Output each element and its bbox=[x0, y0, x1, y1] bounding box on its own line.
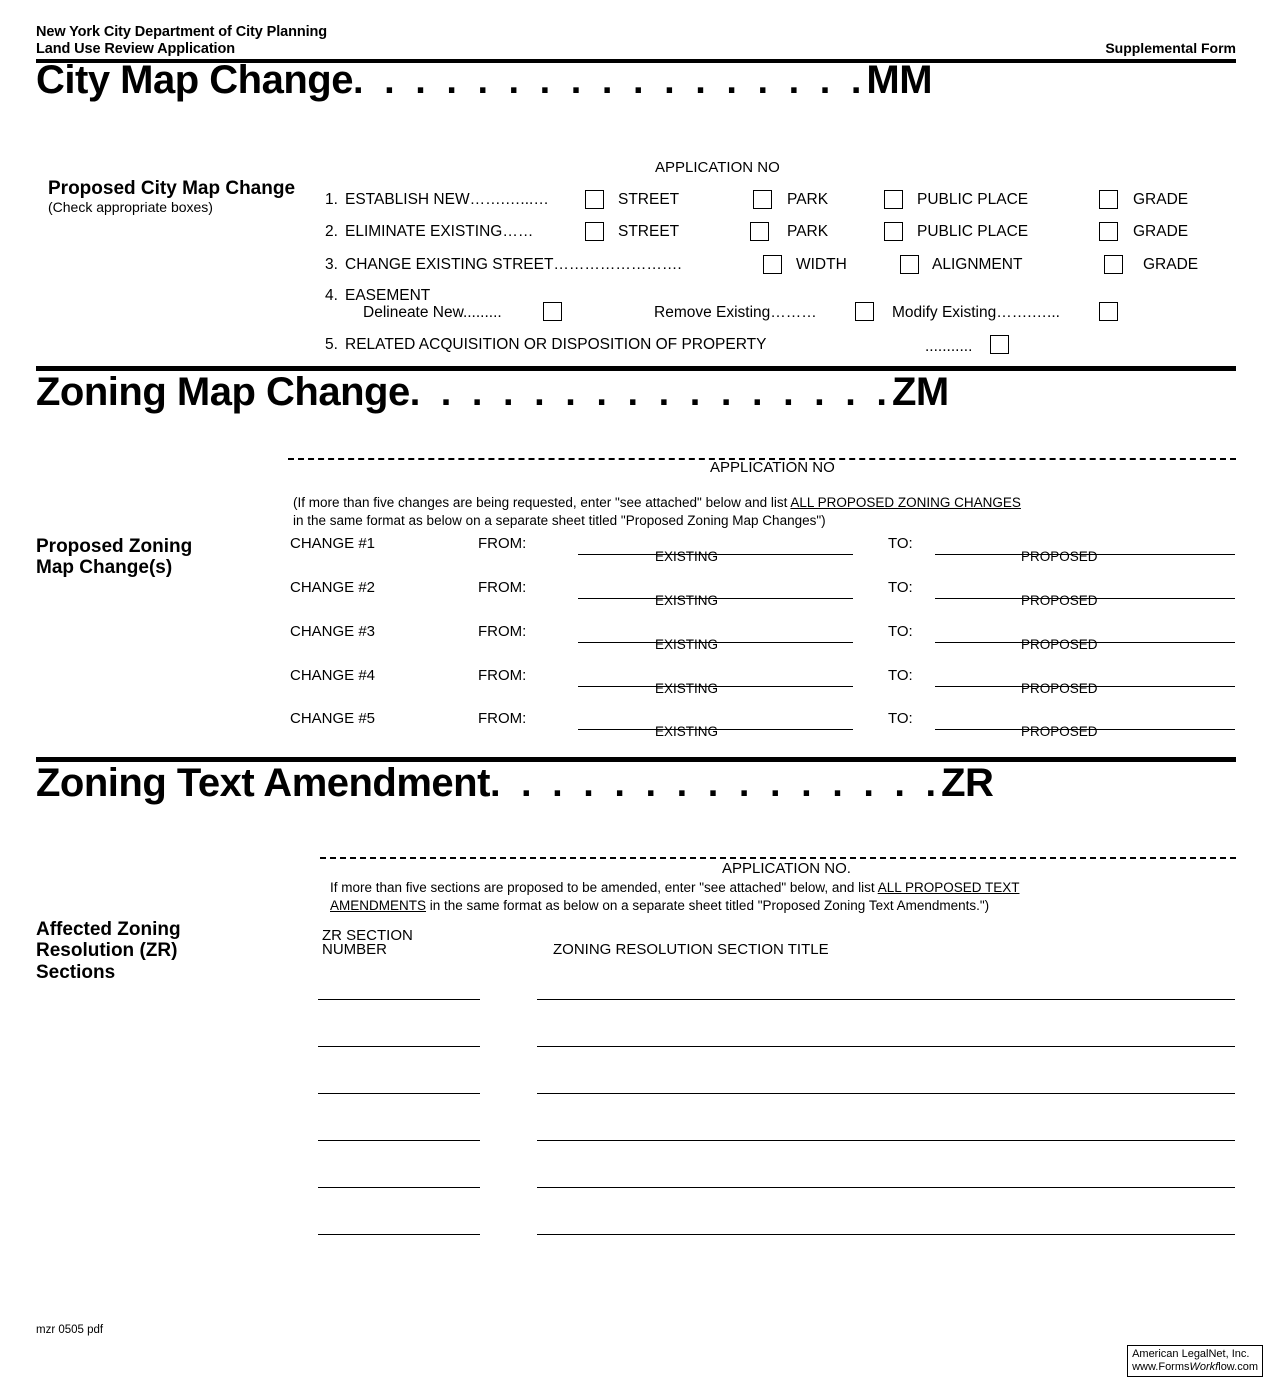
proposed-zoning-map-change-line2: Map Change(s) bbox=[36, 557, 173, 579]
label-easement-delineate-new: Delineate New......... bbox=[363, 304, 502, 321]
checkbox-eliminate-existing-street[interactable] bbox=[585, 222, 604, 241]
affected-zr-line3: Sections bbox=[36, 961, 116, 983]
label-eliminate-existing-park: PARK bbox=[787, 223, 829, 240]
legalnet-website-b: low.com bbox=[1218, 1360, 1258, 1373]
zr-row-2-number-line[interactable] bbox=[318, 1046, 480, 1047]
zr-row-1-title-line[interactable] bbox=[537, 999, 1235, 1000]
label-eliminate-existing-public-place: PUBLIC PLACE bbox=[917, 223, 1029, 240]
section-code-zr: ZR bbox=[941, 761, 994, 805]
legalnet-website-i: Workf bbox=[1189, 1360, 1219, 1373]
checkbox-easement-delineate-new[interactable] bbox=[543, 302, 562, 321]
change-4-from-label: FROM: bbox=[478, 667, 527, 684]
change-5-proposed-caption: PROPOSED bbox=[1021, 724, 1098, 739]
section-code-mm: MM bbox=[866, 58, 933, 102]
change-2-proposed-caption: PROPOSED bbox=[1021, 593, 1098, 608]
row-3-text: CHANGE EXISTING STREET……………………. bbox=[345, 256, 682, 273]
application-no-label-mm: APPLICATION NO bbox=[655, 159, 780, 176]
zr-row-5-title-line[interactable] bbox=[537, 1187, 1235, 1188]
row-4-text: EASEMENT bbox=[345, 287, 431, 304]
zr-instructions-underline-2: AMENDMENTS bbox=[330, 897, 427, 913]
change-2-existing-caption: EXISTING bbox=[655, 593, 719, 608]
change-3-existing-caption: EXISTING bbox=[655, 637, 719, 652]
legalnet-website bbox=[1132, 1361, 1258, 1374]
proposed-city-map-change-title: Proposed City Map Change bbox=[48, 178, 296, 199]
zr-row-3-title-line[interactable] bbox=[537, 1093, 1235, 1094]
zr-instructions-b: in the same format as below on a separate sheet titled "Proposed Zoning Text Amendments.") bbox=[426, 897, 990, 913]
agency-name: New York City Department of City Planning bbox=[36, 24, 328, 40]
checkbox-establish-new-public-place[interactable] bbox=[884, 190, 903, 209]
change-3-from-label: FROM: bbox=[478, 623, 527, 640]
label-eliminate-existing-grade: GRADE bbox=[1133, 223, 1189, 240]
change-2-from-label: FROM: bbox=[478, 579, 527, 596]
checkbox-establish-new-grade[interactable] bbox=[1099, 190, 1118, 209]
section-title-city-map bbox=[36, 58, 932, 103]
label-easement-modify-existing: Modify Existing…….…... bbox=[892, 304, 1060, 321]
change-1-proposed-caption: PROPOSED bbox=[1021, 549, 1098, 564]
row-5-text: RELATED ACQUISITION OR DISPOSITION OF PROPERTY bbox=[345, 336, 767, 353]
section-title-zoning-map-text: Zoning Map Change bbox=[36, 370, 410, 414]
row-5-number: 5. bbox=[325, 336, 338, 353]
checkbox-change-existing-width[interactable] bbox=[763, 255, 782, 274]
checkbox-eliminate-existing-park[interactable] bbox=[750, 222, 769, 241]
label-establish-new-street: STREET bbox=[618, 191, 680, 208]
change-4-to-label: TO: bbox=[888, 667, 913, 684]
row-1-text: ESTABLISH NEW…….…...… bbox=[345, 191, 549, 208]
zr-row-4-number-line[interactable] bbox=[318, 1140, 480, 1141]
zr-row-2-title-line[interactable] bbox=[537, 1046, 1235, 1047]
affected-zr-line2: Resolution (ZR) bbox=[36, 940, 178, 962]
label-eliminate-existing-street: STREET bbox=[618, 223, 680, 240]
zr-col1-header-line2: NUMBER bbox=[322, 941, 388, 958]
affected-zr-sections-label bbox=[36, 919, 286, 983]
form-code: mzr 0505 pdf bbox=[36, 1324, 104, 1336]
label-change-existing-width: WIDTH bbox=[796, 256, 847, 273]
row-4-number: 4. bbox=[325, 287, 338, 304]
proposed-zoning-map-change-label bbox=[36, 536, 286, 579]
label-establish-new-public-place: PUBLIC PLACE bbox=[917, 191, 1029, 208]
section-title-zoning-text-text: Zoning Text Amendment bbox=[36, 761, 490, 805]
proposed-city-map-change-label bbox=[48, 178, 298, 216]
row-5-dots: ........... bbox=[925, 338, 973, 355]
section-title-zoning-map bbox=[36, 370, 949, 415]
proposed-city-map-change-hint: (Check appropriate boxes) bbox=[48, 199, 213, 216]
change-1-label: CHANGE #1 bbox=[290, 535, 376, 552]
title-dots-zm: . . . . . . . . . . . . . . . . bbox=[409, 372, 892, 414]
checkbox-eliminate-existing-grade[interactable] bbox=[1099, 222, 1118, 241]
checkbox-eliminate-existing-public-place[interactable] bbox=[884, 222, 903, 241]
zm-instructions bbox=[293, 494, 1223, 529]
label-establish-new-grade: GRADE bbox=[1133, 191, 1189, 208]
change-5-from-label: FROM: bbox=[478, 710, 527, 727]
section-title-zoning-text bbox=[36, 761, 993, 806]
row-1-number: 1. bbox=[325, 191, 338, 208]
legalnet-stamp bbox=[1127, 1345, 1263, 1377]
dashed-rule-zr bbox=[320, 857, 1236, 859]
label-change-existing-alignment: ALIGNMENT bbox=[932, 256, 1023, 273]
label-easement-remove-existing: Remove Existing……… bbox=[654, 304, 817, 321]
zr-instructions bbox=[330, 879, 1230, 914]
zm-instructions-underline: ALL PROPOSED ZONING CHANGES bbox=[790, 495, 1021, 510]
change-5-existing-caption: EXISTING bbox=[655, 724, 719, 739]
section-title-city-map-text: City Map Change bbox=[36, 58, 353, 102]
change-5-label: CHANGE #5 bbox=[290, 710, 376, 727]
checkbox-related-acquisition-disposition[interactable] bbox=[990, 335, 1009, 354]
application-name: Land Use Review Application bbox=[36, 41, 235, 57]
section-code-zm: ZM bbox=[891, 370, 949, 414]
title-dots-mm: . . . . . . . . . . . . . . . . . bbox=[352, 60, 867, 102]
change-5-to-label: TO: bbox=[888, 710, 913, 727]
change-1-to-label: TO: bbox=[888, 535, 913, 552]
change-4-label: CHANGE #4 bbox=[290, 667, 376, 684]
zr-row-1-number-line[interactable] bbox=[318, 999, 480, 1000]
application-no-label-zm: APPLICATION NO bbox=[710, 459, 835, 476]
checkbox-change-existing-alignment[interactable] bbox=[900, 255, 919, 274]
checkbox-easement-remove-existing[interactable] bbox=[855, 302, 874, 321]
zr-col2-header: ZONING RESOLUTION SECTION TITLE bbox=[553, 941, 829, 958]
checkbox-easement-modify-existing[interactable] bbox=[1099, 302, 1118, 321]
row-3-number: 3. bbox=[325, 256, 338, 273]
zr-col1-header-line1: ZR SECTION bbox=[322, 927, 413, 944]
zr-row-6-title-line[interactable] bbox=[537, 1234, 1235, 1235]
checkbox-establish-new-street[interactable] bbox=[585, 190, 604, 209]
zr-row-5-number-line[interactable] bbox=[318, 1187, 480, 1188]
change-3-to-label: TO: bbox=[888, 623, 913, 640]
zr-instructions-a: If more than five sections are proposed to be amended, enter "see attached" below, and list bbox=[330, 880, 878, 895]
label-establish-new-park: PARK bbox=[787, 191, 829, 208]
label-change-existing-grade: GRADE bbox=[1143, 256, 1199, 273]
change-2-to-label: TO: bbox=[888, 579, 913, 596]
change-4-proposed-caption: PROPOSED bbox=[1021, 681, 1098, 696]
proposed-zoning-map-change-line1: Proposed Zoning bbox=[36, 536, 193, 557]
legalnet-company: American LegalNet, Inc. bbox=[1132, 1348, 1250, 1360]
row-2-text: ELIMINATE EXISTING…… bbox=[345, 223, 534, 240]
change-2-label: CHANGE #2 bbox=[290, 579, 376, 596]
change-3-proposed-caption: PROPOSED bbox=[1021, 637, 1098, 652]
zm-instructions-a: (If more than five changes are being requested, enter "see attached" below and list bbox=[293, 495, 791, 510]
change-1-from-label: FROM: bbox=[478, 535, 527, 552]
checkbox-establish-new-park[interactable] bbox=[753, 190, 772, 209]
affected-zr-line1: Affected Zoning bbox=[36, 919, 181, 940]
legalnet-website-a: www.Forms bbox=[1132, 1360, 1190, 1373]
title-dots-zr: . . . . . . . . . . . . . . . bbox=[489, 763, 942, 805]
zr-row-6-number-line[interactable] bbox=[318, 1234, 480, 1235]
change-1-existing-caption: EXISTING bbox=[655, 549, 719, 564]
row-2-number: 2. bbox=[325, 223, 338, 240]
change-3-label: CHANGE #3 bbox=[290, 623, 376, 640]
application-no-label-zr: APPLICATION NO. bbox=[722, 860, 851, 877]
form-type-label: Supplemental Form bbox=[1105, 40, 1236, 56]
zr-row-4-title-line[interactable] bbox=[537, 1140, 1235, 1141]
change-4-existing-caption: EXISTING bbox=[655, 681, 719, 696]
zr-row-3-number-line[interactable] bbox=[318, 1093, 480, 1094]
checkbox-change-existing-grade[interactable] bbox=[1104, 255, 1123, 274]
zm-instructions-b: in the same format as below on a separate sheet titled "Proposed Zoning Map Changes") bbox=[293, 512, 826, 528]
zr-instructions-underline-1: ALL PROPOSED TEXT bbox=[877, 880, 1020, 895]
